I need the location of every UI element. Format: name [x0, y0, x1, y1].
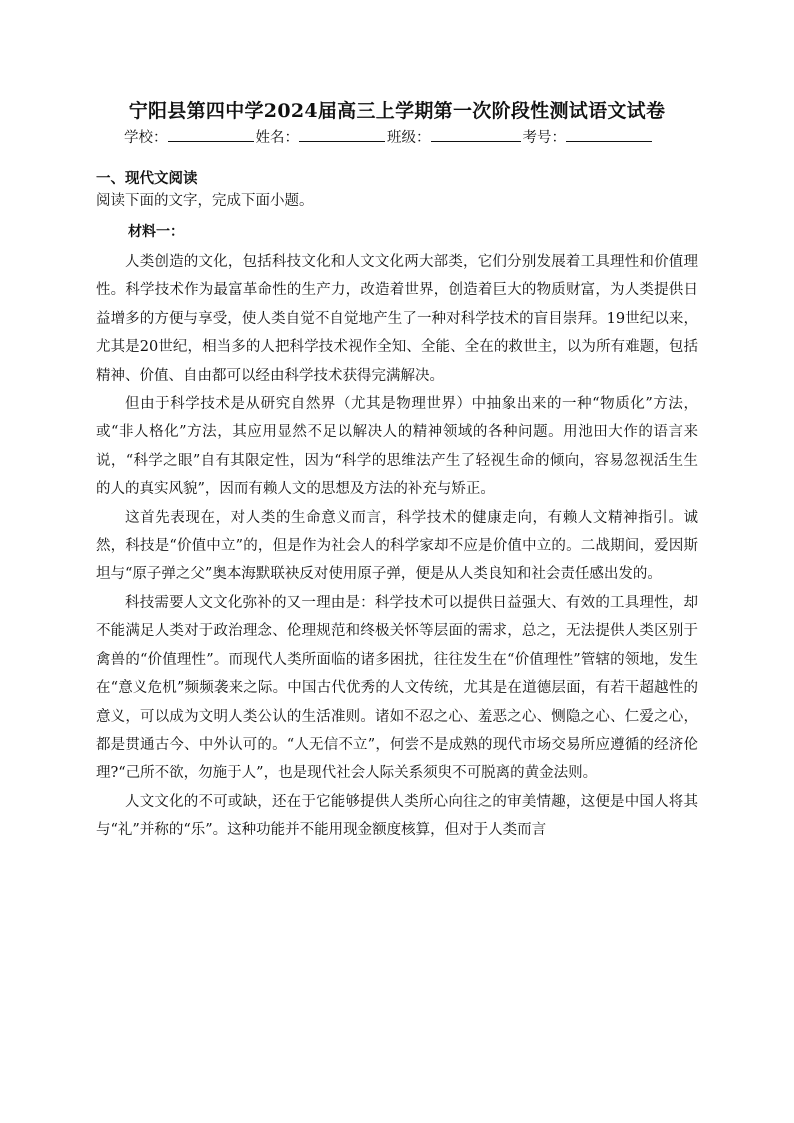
material-label: 材料一：: [128, 224, 184, 240]
exam-number-blank[interactable]: [566, 127, 652, 142]
paragraph-3: 这首先表现在，对人类的生命意义而言，科学技术的健康走向，有赖人文精神指引。诚然，科技是“价值中立”的，但是作为社会人的科学家却不应是价值中立的。二战期间，爱因斯坦与“原子弹之父”奥本海默联袂反对使用原子弹，便是从人类良知和社会责任感出发的。: [96, 509, 698, 583]
paragraph-1: 人类创造的文化，包括科技文化和人文文化两大部类，它们分别发展着工具理性和价值理性。科学技术作为最富革命性的生产力，改造着世界，创造着巨大的物质财富，为人类提供日益增多的方便与享受，使人类自觉不自觉地产生了一种对科学技术的盲目崇拜。19世纪以来，尤其是20世纪，相当多的人把科学技术视作全知、全能、全在的救世主，以为所有难题，包括精神、价值、自由都可以经由科学技术获得完满解决。: [96, 254, 698, 384]
school-blank[interactable]: [168, 127, 254, 142]
name-blank[interactable]: [299, 127, 385, 142]
name-label: 姓名：: [255, 130, 299, 146]
name-field: [256, 126, 388, 147]
material-body: [96, 248, 698, 845]
document-title: 宁阳县第四中学2024届高三上学期第一次阶段性测试语文试卷: [128, 100, 666, 122]
class-field: [387, 126, 523, 147]
reading-instruction: 阅读下面的文字，完成下面小题。: [96, 193, 314, 209]
paragraph-2: 但由于科学技术是从研究自然界（尤其是物理世界）中抽象出来的一种“物质化”方法，或“非人格化”方法，其应用显然不足以解决人的精神领域的各种问题。用池田大作的语言来说，“科学之眼”自有其限定性，因为“科学的思维法产生了轻视生命的倾向，容易忽视活生生的人的真实风貌”，因而有赖人文的思想及方法的补充与矫正。: [96, 396, 698, 498]
paragraph-5: 人文文化的不可或缺，还在于它能够提供人类所心向往之的审美情趣，这便是中国人将其与“礼”并称的“乐”。这种功能并不能用现金额度核算，但对于人类而言: [96, 793, 698, 839]
exam-number-field: [523, 126, 655, 147]
section-heading: 一、现代文阅读: [96, 171, 198, 187]
class-blank[interactable]: [431, 127, 521, 142]
school-field: [124, 126, 256, 147]
school-label: 学校：: [124, 130, 168, 146]
student-info-line: [124, 126, 684, 147]
exam-number-label: 考号：: [522, 130, 566, 146]
paragraph-4: 科技需要人文文化弥补的又一理由是：科学技术可以提供日益强大、有效的工具理性，却不能满足人类对于政治理念、伦理规范和终极关怀等层面的需求，总之，无法提供人类区别于禽兽的“价值理性”。而现代人类所面临的诸多困扰，往往发生在“价值理性”管辖的领地，发生在“意义危机”频频袭来之际。中国古代优秀的人文传统，尤其是在道德层面，有若干超越性的意义，可以成为文明人类公认的生活准则。诸如不忍之心、羞恶之心、恻隐之心、仁爱之心，都是贯通古今、中外认可的。“人无信不立”，何尝不是成熟的现代市场交易所应遵循的经济伦理?“己所不欲，勿施于人”，也是现代社会人际关系须臾不可脱离的黄金法则。: [96, 594, 698, 782]
class-label: 班级：: [387, 130, 431, 146]
